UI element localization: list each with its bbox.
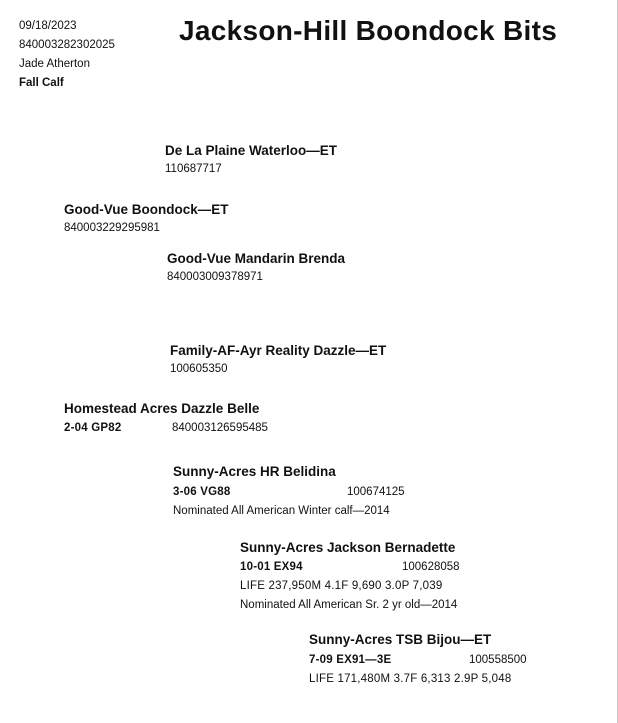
- fourth-dam-reg: 100558500: [469, 654, 527, 666]
- dam-dam-classification: 3-06 VG88: [173, 486, 231, 498]
- certificate-date: 09/18/2023: [19, 20, 77, 32]
- sire-dam-name: Good-Vue Mandarin Brenda: [167, 251, 346, 266]
- fourth-dam-production: LIFE 171,480M 3.7F 6,313 2.9P 5,048: [309, 673, 512, 685]
- third-dam-note: Nominated All American Sr. 2 yr old—2014: [240, 599, 458, 611]
- sire-sire-reg: 110687717: [165, 163, 222, 175]
- sire-name: Good-Vue Boondock—ET: [64, 202, 229, 217]
- sire-reg: 840003229295981: [64, 222, 160, 234]
- dam-sire-name: Family-AF-Ayr Reality Dazzle—ET: [170, 343, 387, 358]
- third-dam-name: Sunny-Acres Jackson Bernadette: [240, 540, 456, 555]
- sire-dam-reg: 840003009378971: [167, 271, 263, 283]
- sire-sire-name: De La Plaine Waterloo—ET: [165, 143, 338, 158]
- dam-reg: 840003126595485: [172, 422, 268, 434]
- third-dam-classification: 10-01 EX94: [240, 561, 303, 573]
- third-dam-reg: 100628058: [402, 561, 460, 573]
- dam-dam-note: Nominated All American Winter calf—2014: [173, 505, 390, 517]
- animal-id: 840003282302025: [19, 39, 115, 51]
- class-label: Fall Calf: [19, 77, 64, 89]
- dam-classification: 2-04 GP82: [64, 422, 122, 434]
- third-dam-production: LIFE 237,950M 4.1F 9,690 3.0P 7,039: [240, 580, 443, 592]
- dam-dam-reg: 100674125: [347, 486, 405, 498]
- dam-name: Homestead Acres Dazzle Belle: [64, 401, 260, 416]
- dam-sire-reg: 100605350: [170, 363, 228, 375]
- fourth-dam-name: Sunny-Acres TSB Bijou—ET: [309, 632, 492, 647]
- fourth-dam-classification: 7-09 EX91—3E: [309, 654, 392, 666]
- owner-name: Jade Atherton: [19, 58, 90, 70]
- page-title: Jackson-Hill Boondock Bits: [179, 15, 558, 46]
- dam-dam-name: Sunny-Acres HR Belidina: [173, 464, 336, 479]
